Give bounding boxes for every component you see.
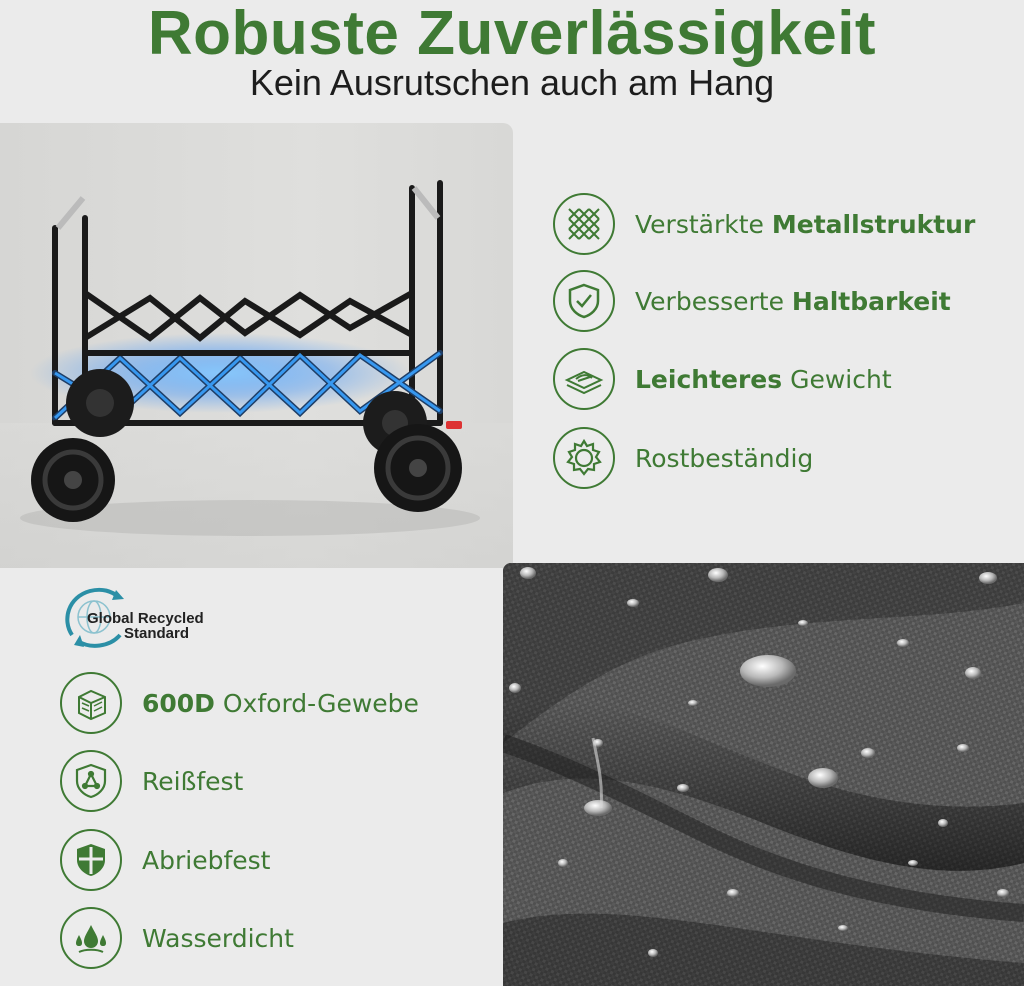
feature-haltbarkeit [553, 269, 951, 333]
feature-text: Reißfest [142, 766, 244, 796]
feature-text: Verstärkte Metallstruktur [635, 209, 976, 239]
layers-feather-icon [553, 348, 615, 410]
feature-oxford-gewebe [60, 671, 419, 735]
feature-text: Leichteres Gewicht [635, 364, 892, 394]
cart-image-panel [0, 123, 513, 568]
feature-metallstruktur [553, 192, 975, 256]
page-subtitle: Kein Ausrutschen auch am Hang [249, 62, 775, 103]
water-drops-icon [60, 907, 122, 969]
feature-gewicht [553, 347, 892, 411]
feature-wasserdicht [60, 906, 294, 970]
certification-line2: Standard [124, 625, 190, 642]
feature-text: Rostbeständig [635, 443, 814, 473]
abrasion-shield-icon [60, 829, 122, 891]
fabric-cube-icon [60, 672, 122, 734]
global-recycled-standard-logo [60, 585, 230, 651]
tear-resistant-shield-icon [60, 750, 122, 812]
rust-resistant-gear-icon [553, 427, 615, 489]
feature-text: Abriebfest [142, 845, 271, 875]
waterproof-fabric-image [503, 563, 1024, 986]
shield-check-icon [553, 270, 615, 332]
page-title: Robuste Zuverlässigkeit [147, 0, 877, 68]
feature-text: Wasserdicht [142, 923, 294, 953]
header [0, 0, 1024, 118]
fabric-texture-illustration [503, 563, 1024, 986]
certification-line1: Global Recycled [87, 610, 204, 627]
metal-mesh-icon [553, 193, 615, 255]
feature-reissfest [60, 749, 243, 813]
feature-abriebfest [60, 828, 270, 892]
folding-cart-illustration [0, 123, 513, 568]
feature-rostbestaendig [553, 426, 813, 490]
feature-text: Verbesserte Haltbarkeit [635, 286, 951, 316]
feature-text: 600D Oxford-Gewebe [142, 688, 419, 718]
